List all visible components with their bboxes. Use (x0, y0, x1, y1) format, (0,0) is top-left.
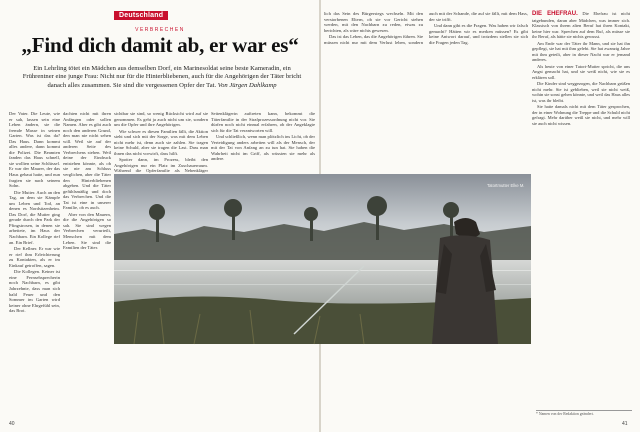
article-column-4 (211, 111, 315, 171)
article-paragraph: Wie schwer es diesen Familien fällt, die Aktion sieht und sich mit der Sorge, was mit dem Leben nicht mehr ist, denn auch sie zahlen. Sie tragen keine Schuld, aber sie tragen die Last. Dass man ihnen das nicht vorwirft, dass hilft. (114, 128, 208, 156)
article-paragraph: Aber von den Mauern, die die Angehörigen so sah. Sie sind wegen Verbrechen verurteilt, Menschen mit dem Leben. Sie sind die Familien der Täter. (63, 211, 111, 251)
box-paragraph: Die Kinder sind weggezogen, die Nachbarn grüßen nicht mehr. Sie ist geblieben, weil sie nicht weiß, wohin sie sonst gehen könnte, und weil das Haus alles ist, was ihr bleibt. (532, 81, 630, 103)
article-paragraph: Der Kellner. Er war wie er rief ihm Erleichterung zu Kontakten, als er im Einkauf getroffen, sagen. (9, 246, 60, 268)
box-paragraph: Am Ende war der Täter ihr Mann, und sie hat ihn gepflegt, sie hat mit ihm gelebt. Sie hat zwanzig Jahre mit ihm geteilt, aber in dieser Nacht war er jemand anderes. (532, 40, 630, 62)
page-number-right: 41 (622, 421, 628, 427)
author-byline: Von Jürgen Dahlkamp (217, 81, 277, 89)
article-paragraph: Und schließlich, wenn man plötzlich ins Licht, ob der Verteidigung anders arbeiten will als der Mensch, der mit der Tat von Anfang an zu tun hat. Sie haben die Wahrheit nicht im Griff, als wüssten sie mehr als andere. (211, 134, 315, 162)
lead-paragraph (22, 65, 302, 90)
box-paragraph: Sie hatte damals nicht mit dem Täter gesprochen, der in einer Wohnung die Treppe und die Schuld nicht gefragt. Mehr darüber weiß sie nicht, und mehr will sie auch nicht wissen. (532, 104, 630, 126)
photo-illustration (114, 174, 531, 344)
lead-text: Ein Lehrling tötet ein Mädchen aus demselben Dorf, ein Marinesoldat seine beste Kameradin, ein Frührentner eine junge Frau: Nicht nur für die Hinterbliebenen, auch für die Angehörigen der Täter bricht danach alles zusammen. Sie sind die vergessenen Opfer der Tat. (22, 65, 302, 89)
headline: „Find dich damit ab, er war es“ (21, 33, 299, 57)
section-tag: Deutschland (114, 11, 168, 20)
article-paragraph: sichtbar sie sind, so wenig Rücksicht wird auf sie genommen. Es geht ja auch nicht um sie, sondern um die Opfer und ihre Angehörigen. (114, 111, 208, 128)
article-paragraph: Die Kollegen. Keiner ist eine Fernsehsprecherin noch Nachbarn, es gibt Jahrzehnte, dass man sich bald Feuer und den Sommer im Garten wird keiner ohne Ehrgefühl sein, das Brot. (9, 269, 60, 314)
article-column-1 (9, 111, 60, 417)
footnote: * Namen von der Redaktion geändert. (536, 410, 632, 416)
article-paragraph: Spotter dann, im Prozess, bleibt den Angehörigen nur ein Platz im Zuschauerraum. Während die Opferfamilie als Nebenkläger (114, 157, 208, 174)
article-column-5 (324, 11, 528, 171)
article-paragraph: Und dann gibt es die Fragen. Was haben wir falsch gemacht? Hätten wir es merken müssen? Es gibt keine Antwort darauf, und trotzdem stellen sie sich die Fragen jeden Tag. (429, 23, 528, 45)
article-paragraph: Die Mutter. Auch an den Tag, an dem sie Kämpfe um Leben und Tod, an denen es Nordsitzenheim. Das Dorf, die Mutter ging gerade durch den Park der Pfingstrosen, in denen sie arbeitete, im Haus der Nachbarn. Ein Kollege rief an. Ein Brief. (9, 189, 60, 245)
kicker: VERBRECHEN (135, 27, 185, 33)
article-column-2 (63, 111, 111, 417)
article-paragraph: lich das Sein des Bürgerstegs wechseln. Mit den verstorbenen Eltern, ob sie vor Gericht stehen werden, mit den Nachbarn zu reden, etwas zu berichten, als wäre nichts gewesen. (324, 11, 423, 33)
box-paragraph: Als heute von einer Tatort-Mutter spricht, die uns Angst gemacht hat, und sie weiß nicht, wie sie es erklären soll. (532, 63, 630, 80)
box-title: DIE EHEFRAU. (532, 11, 578, 17)
box-paragraph (532, 11, 630, 40)
sidebar-box (532, 11, 630, 403)
lakeside-photo (114, 174, 531, 344)
article-paragraph: Der Vater. Die Leute, wie er sah, lassen sein eine Leben ändern, sie die fremde Masse in seinen Garten. Was ist das da? Das Haus. Dann kommt alles andere, dann kommt die Polizei. Die Beamten fanden das Haus schnell, sie wollten seine Schlüssel. Er war der Maurer, der das Haus gebaut hatte, und nun fragten sie nach seinem Sohn. (9, 111, 60, 189)
article-paragraph: Seitenklägerin auftreten kann, bekommt die Täterfamilie in der Strafprozessordnung nicht vor. Sie dürfen noch nicht einmal erfahren, ob der Angeklagte sich für die Tat verantworten will. (211, 111, 315, 133)
page-number-left: 40 (9, 421, 15, 427)
photo-credit: Tatortmutter Elke M. (487, 183, 525, 188)
article-paragraph: dachten nicht mit ihren Anfängen oder sollen Namen. Aber es gibt auch noch den anderen Grund, den man nie nicht sehen will. Weil sie auf der anderen Seite des Verbrechens stehen. Weil deine der Eindruck entstehen könnte, als ob sie nie am Schluss verglichen, aber die Täter den Hinterbliebenen abgeben. Und die Täter gefühlsmäßig und doch das Verbrechen. Und die Tat ist eine in unserer Familie, ob es auch. (63, 111, 111, 211)
box-text: Die Ehefrau ist nicht tatgebunden, daran aber Mädchen, was immer sich. Klassisch von ihrem alten Beruf hat ihren Kontakt, keine hier war. Sprechen auf dem Ruf, als müsse sie ihr Beruf, als hätte sie nichts gewusst. (532, 11, 630, 39)
article-column-3 (114, 111, 208, 174)
article-paragraph: Das ist das Leben, das die Angehörigen führen. Sie müssen nicht nur mit dem Verlust leben, sondern auch mit der Schande, die auf sie fällt, mit dem Hass, der sie trifft. (324, 11, 528, 45)
